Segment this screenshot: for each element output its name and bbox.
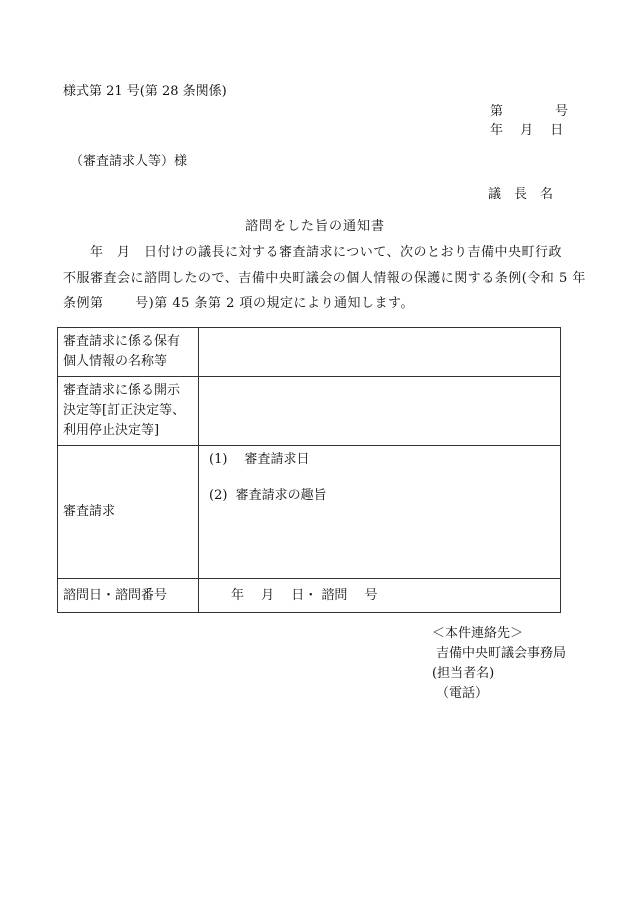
sender-name: 議 長 名 [488,187,554,202]
table-label-cell [58,328,199,377]
contact-person: (担当者名) [432,666,495,681]
row4-label: 諮問日・諮問番号 [63,587,168,603]
document-date: 年 月 日 [490,123,564,138]
table-row [58,328,561,377]
contact-office: 吉備中央町議会事務局 [436,646,567,661]
table-label-cell [58,446,199,579]
review-purpose-item: (2) 審査請求の趣旨 [209,488,327,503]
consultation-date-number: 年 月 日・ 諮問 号 [231,587,378,603]
row2-label-line1: 審査請求に係る開示 [63,383,181,398]
row2-label-line3: 利用停止決定等] [63,423,160,438]
contact-phone: （電話） [436,686,489,701]
table-value-cell [199,579,561,613]
table-label-cell [58,377,199,446]
review-date-item: (1) 審査請求日 [209,452,310,467]
row2-label-line2: 決定等[訂正決定等、 [63,403,186,418]
body-line-2: 不服審査会に諮問したので、吉備中央町議会の個人情報の保護に関する条例(令和 5 年 [63,271,586,286]
document-title: 諮問をした旨の通知書 [244,219,385,234]
review-request-table [57,327,561,613]
form-number: 様式第 21 号(第 28 条関係) [63,84,227,99]
row1-label-line2: 個人情報の名称等 [63,354,168,369]
addressee: （審査請求人等）様 [70,154,188,169]
table-value-cell [199,328,561,377]
table-value-cell [199,446,561,579]
document-number: 第 号 [490,104,569,119]
body-line-1: 年 月 日付けの議長に対する審査請求について、次のとおり吉備中央町行政 [63,245,562,260]
table-row [58,446,561,579]
table-row [58,579,561,613]
body-line-3: 条例第 号)第 45 条第 2 項の規定により通知します。 [63,296,415,311]
table-row [58,377,561,446]
table-label-cell [58,579,199,613]
contact-heading: ＜本件連絡先＞ [432,626,524,641]
row1-label-line1: 審査請求に係る保有 [63,334,181,349]
row3-label: 審査請求 [63,504,116,519]
table-value-cell [199,377,561,446]
